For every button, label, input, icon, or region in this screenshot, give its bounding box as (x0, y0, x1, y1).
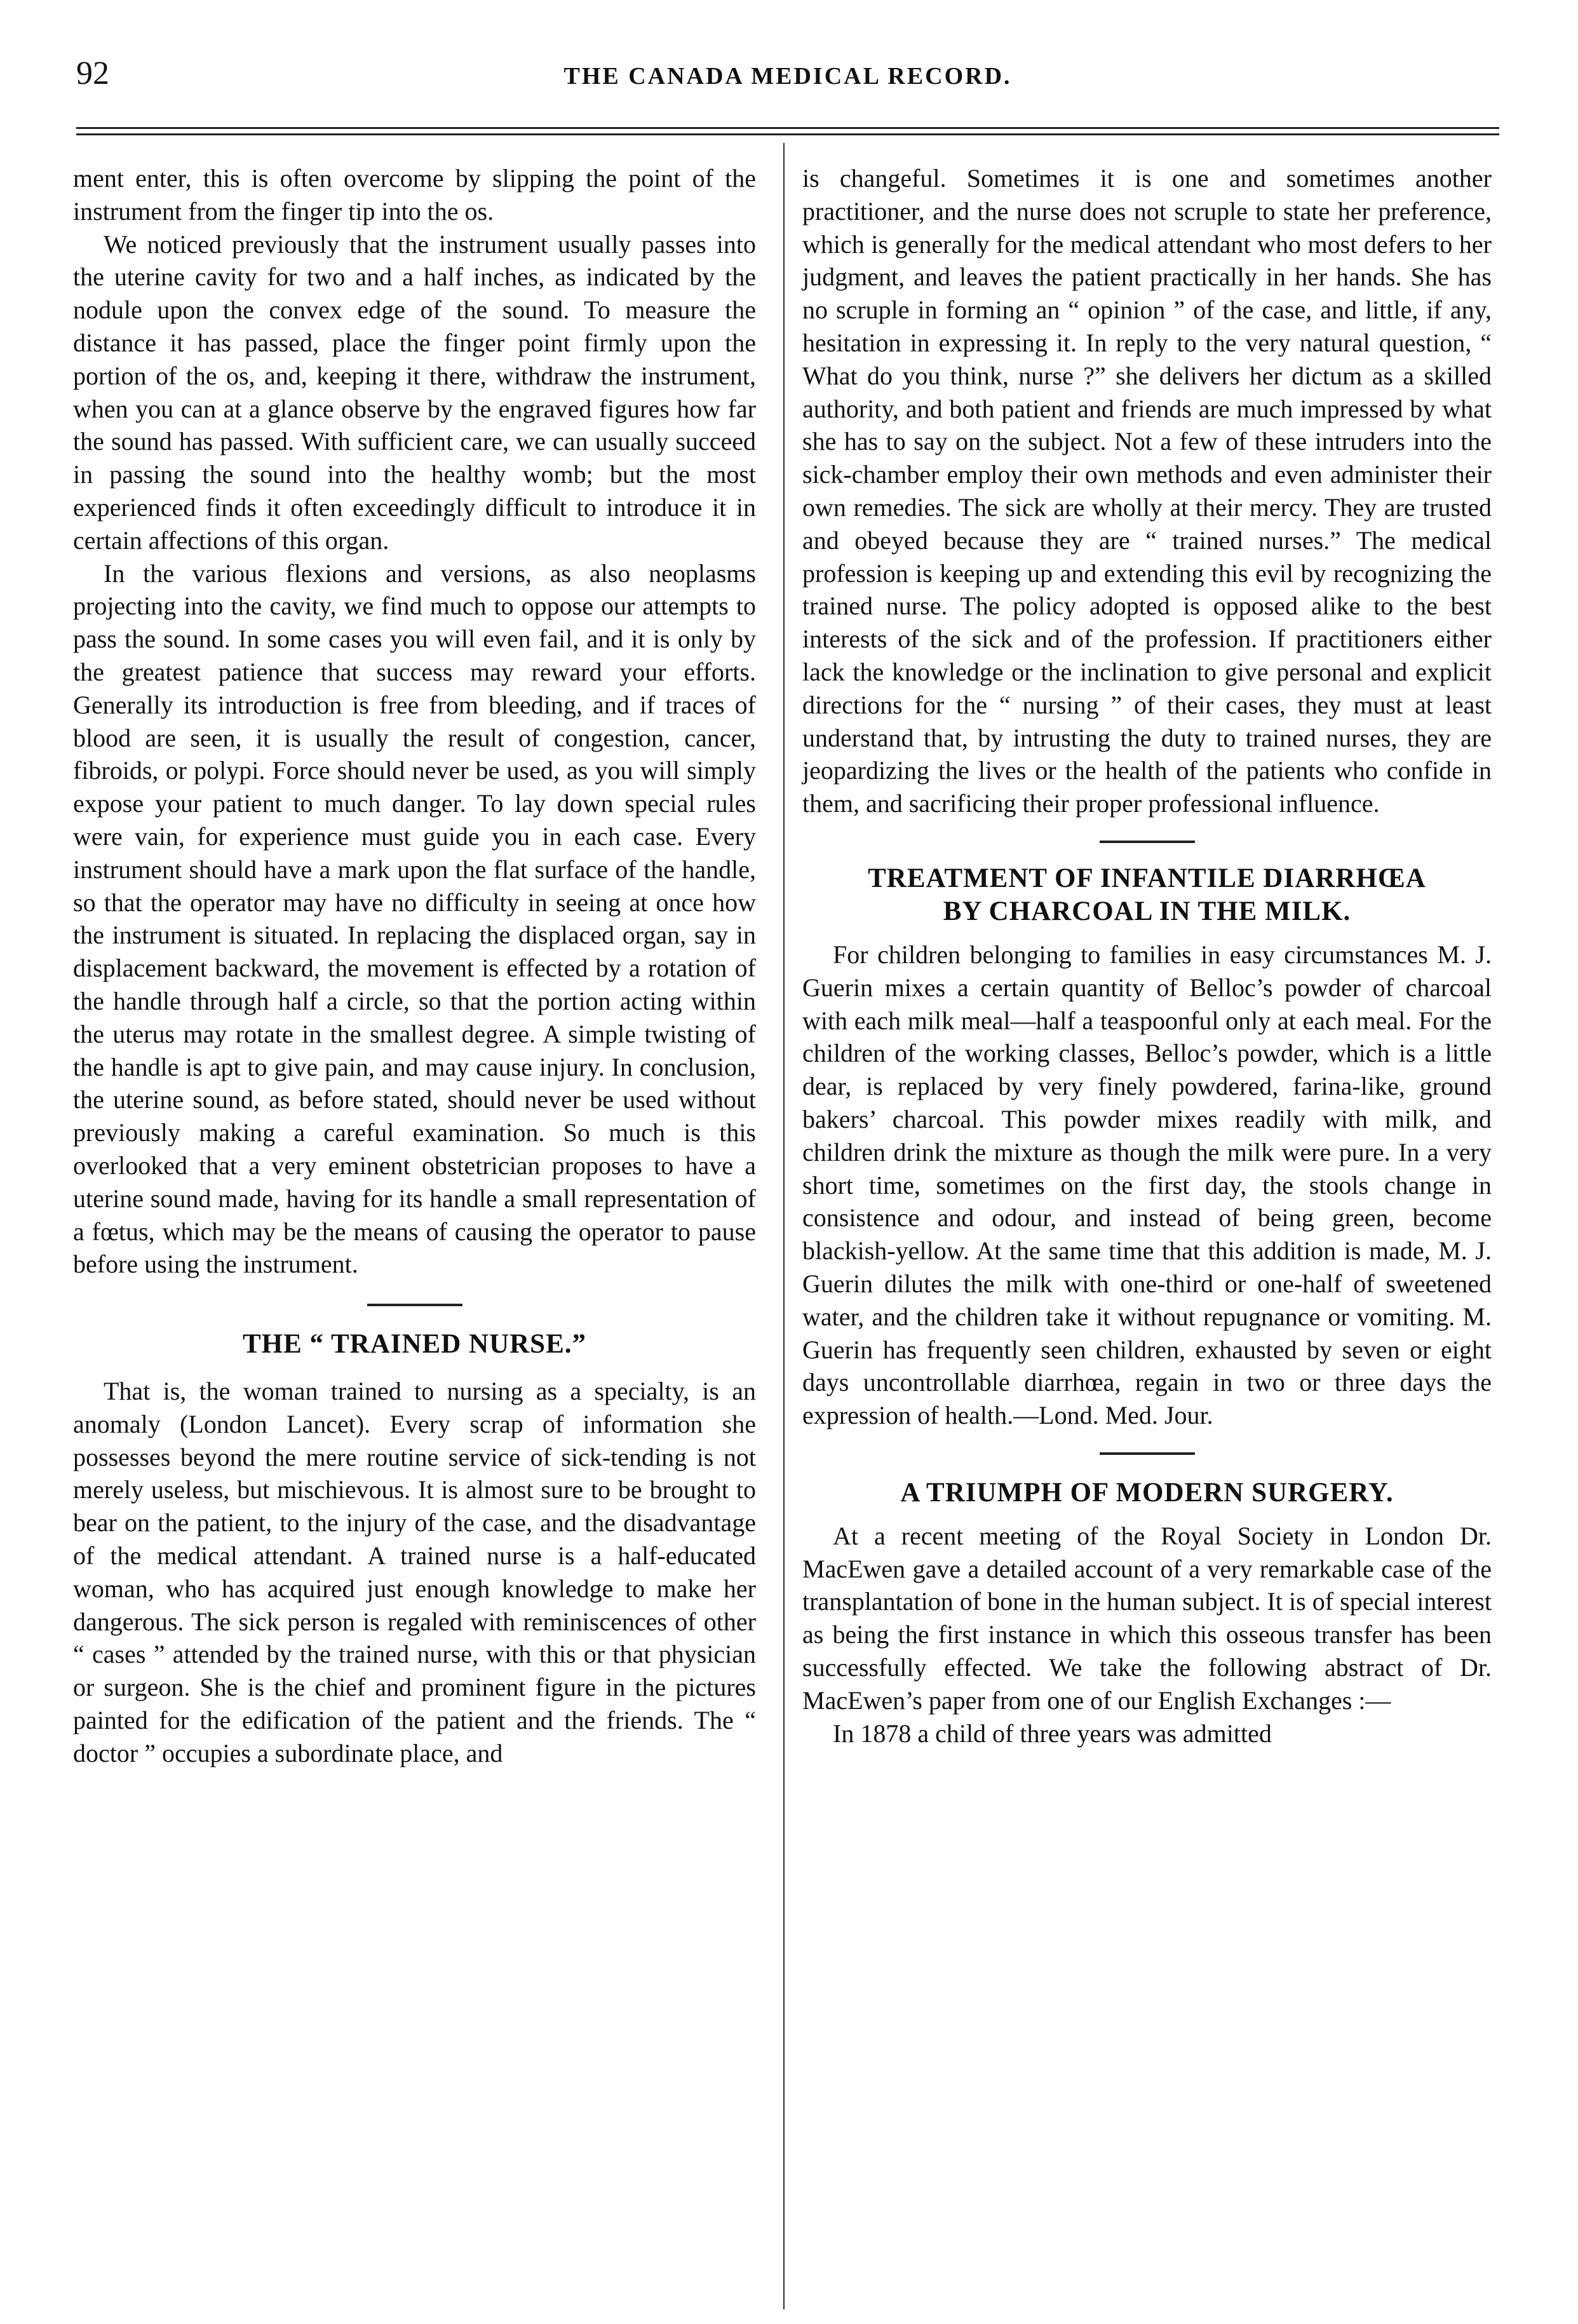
trained-nurse-heading: THE “ TRAINED NURSE.” (242, 1329, 587, 1360)
header-rule-upper (76, 127, 1499, 129)
uterine-sound-paragraph-1: ment enter, this is often overcome by slipping the point of the instrument from the finger tip into the os. (73, 164, 756, 226)
trained-nurse-paragraph: That is, the woman trained to nursing as a specialty, is an anomaly (London Lancet). Every scrap of information she possesses beyond the mere routine service of sick-tending is not merely useless, but mischievous. It is almost sure to be brought to bear on the patient, to the injury of the case, and the disadvantage of the medical attendant. A trained nurse is a half-educated woman, who has acquired just enough knowledge to make her dangerous. The sick person is regaled with reminiscences of other “ cases ” attended by the trained nurse, with this or that physician or surgeon. She is the chief and prominent figure in the pictures painted for the edification of the patient and the friends. The “ doctor ” occupies a subordinate place, and (73, 1377, 756, 1767)
column-divider (783, 143, 785, 2309)
surgery-article-heading: A TRIUMPH OF MODERN SURGERY. (900, 1477, 1394, 1508)
diarrhoea-article-heading (802, 862, 1492, 928)
diarrhoea-heading-line-1: TREATMENT OF INFANTILE DIARRHŒA (868, 863, 1426, 893)
right-column (802, 162, 1492, 1750)
uterine-sound-paragraph-3: In the various flexions and versions, as also neoplasms projecting into the cavity, we find much to oppose our attempts to pass the sound. In some cases you will even fail, and it is only by the greatest patience that success may reward your efforts. Generally its introduction is free from bleeding, and if traces of blood are seen, it is usually the result of congestion, cancer, fibroids, or polypi. Force should never be used, as you will simply expose your patient to much danger. To lay down special rules were vain, for experience must guide you in each case. Every instrument should have a mark upon the flat surface of the handle, so that the operator may have no difficulty in seeing at once how the instrument is situated. In replacing the displaced organ, say in displacement backward, the movement is effected by a rotation of the handle through half a circle, so that the portion acting within the uterus may rotate in the smallest degree. A simple twisting of the handle is apt to give pain, and may cause injury. In conclusion, the uterine sound, as before stated, should never be used without previously making a careful examination. So much is this overlooked that a very eminent obstetrician proposes to have a uterine sound made, having for its handle a small representation of a fœtus, which may be the means of causing the operator to pause before using the instrument. (73, 558, 756, 1279)
trained-nurse-paragraph-continued: is changeful. Sometimes it is one and sometimes another practitioner, and the nurse does not scruple to state her preference, which is generally for the medical attendant who most defers to her judgment, and leaves the patient practically in her hands. She has no scruple in forming an “ opinion ” of the case, and little, if any, hesitation in expressing it. In reply to the very natural question, “ What do you think, nurse ?” she delivers her dictum as a skilled authority, and both patient and friends are much impressed by what she has to say on the subject. Not a few of these intruders into the sick-chamber employ their own methods and even administer their own remedies. The sick are wholly at their mercy. They are trusted and obeyed because they are “ trained nurses.” The medical profession is keeping up and extending this evil by recognizing the trained nurse. The policy adopted is opposed alike to the best interests of the sick and of the profession. If practitioners either lack the knowledge or the inclination to give personal and explicit directions for the “ nursing ” of their cases, they must at least understand that, by intrusting the duty to trained nurses, they are jeopardizing the lives or the health of the patients who confide in them, and sacrificing their proper professional influence. (802, 164, 1492, 818)
uterine-sound-paragraph-2: We noticed previously that the instrument usually passes into the uterine cavity for two and a half inches, as indicated by the nodule upon the convex edge of the sound. To measure the distance it has passed, place the finger point firmly upon the portion of the os, and, keeping it there, withdraw the instrument, when you can at a glance observe by the engraved figures how far the sound has passed. With sufficient care, we can usually succeed in passing the sound into the healthy womb; but the most experienced finds it often exceedingly difficult to introduce it in certain affections of this organ. (73, 229, 756, 555)
surgery-paragraph-1: At a recent meeting of the Royal Society in London Dr. MacEwen gave a detailed account of a very remarkable case of the transplantation of bone in the human subject. It is of special interest as being the first instance in which this osseous transfer has been successfully effected. We take the following abstract of Dr. MacEwen’s paper from one of our English Exchanges :— (802, 1521, 1492, 1715)
left-column (73, 162, 756, 1770)
page-header (76, 55, 1499, 112)
diarrhoea-heading-line-2: BY CHARCOAL IN THE MILK. (943, 896, 1351, 926)
running-title: THE CANADA MEDICAL RECORD. (563, 63, 1012, 90)
header-rule-lower (76, 133, 1499, 135)
diarrhoea-paragraph: For children belonging to families in easy circumstances M. J. Guerin mixes a certain quantity of Belloc’s powder of charcoal with each milk meal—half a teaspoonful only at each meal. For the children of the working classes, Belloc’s powder, which is a little dear, is replaced by very finely powdered, farina-like, ground bakers’ charcoal. This powder mixes readily with milk, and children drink the mixture as though the milk were pure. In a very short time, sometimes on the first day, the stools change in consistence and odour, and instead of being green, become blackish-yellow. At the same time that this addition is made, M. J. Guerin dilutes the milk with one-third or one-half of sweetened water, and the children take it without repugnance or vomiting. M. Guerin has frequently seen children, exhausted by seven or eight days uncontrollable diarrhœa, regain in two or three days the expression of health.—Lond. Med. Jour. (802, 940, 1492, 1430)
surgery-paragraph-2: In 1878 a child of three years was admitted (833, 1719, 1272, 1748)
page-number: 92 (76, 55, 109, 91)
